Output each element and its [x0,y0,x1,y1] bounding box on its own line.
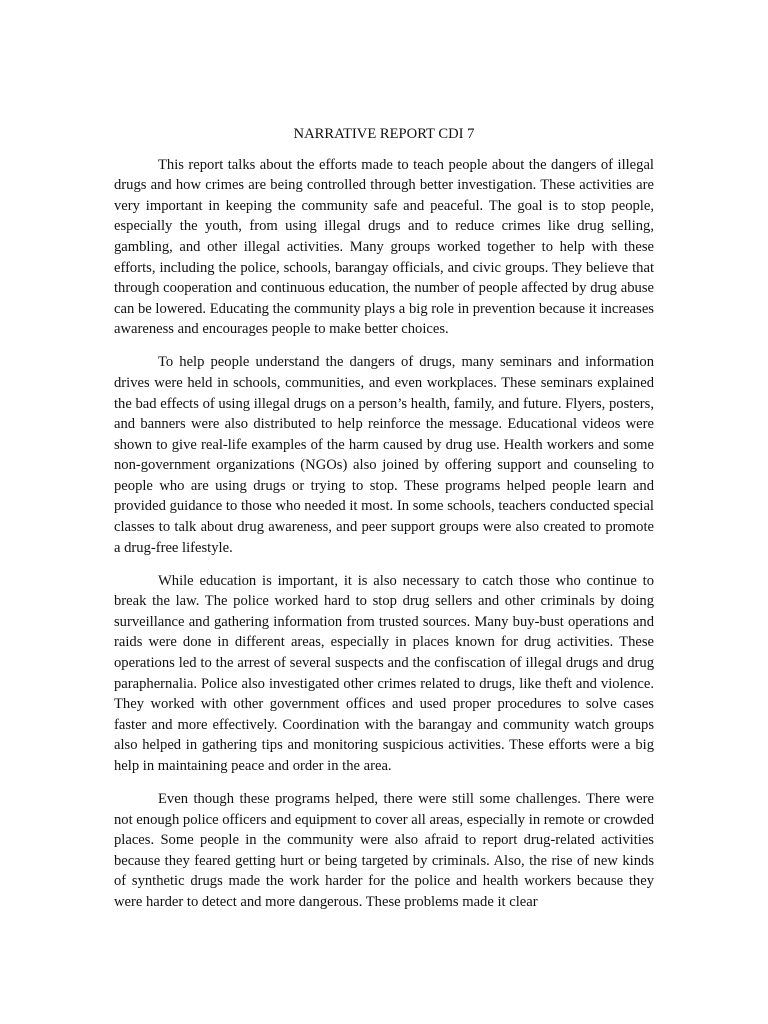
paragraph-intro: This report talks about the efforts made to teach people about the dangers of illegal drugs and how crimes are being controlled through better investigation. These activities are very important in keeping the community safe and peaceful. The goal is to stop people, especially the youth, from using illegal drugs and to reduce crimes like drug selling, gambling, and other illegal activities. Many groups worked together to help with these efforts, including the police, schools, barangay officials, and civic groups. They believe that through cooperation and continuous education, the number of people affected by drug abuse can be lowered. Educating the community plays a big role in prevention because it increases awareness and encourages people to make better choices. [114,156,654,338]
document-title: NARRATIVE REPORT CDI 7 [293,126,475,142]
paragraph-education: To help people understand the dangers of drugs, many seminars and information drives were held in schools, communities, and even workplaces. These seminars explained the bad effects of using illegal drugs on a person’s health, family, and future. Flyers, posters, and banners were also distributed to help reinforce the message. Educational videos were shown to give real-life examples of the harm caused by drug use. Health workers and some non-government organizations (NGOs) also joined by offering support and counseling to people who are using drugs or trying to stop. These programs helped people learn and provided guidance to those who needed it most. In some schools, teachers conducted special classes to talk about drug awareness, and peer support groups were also created to promote a drug-free lifestyle. [114,354,654,556]
paragraph-enforcement: While education is important, it is also necessary to catch those who continue to break the law. The police worked hard to stop drug sellers and other criminals by doing surveillance and gathering information from trusted sources. Many buy-bust operations and raids were done in different areas, especially in places known for drug activities. These operations led to the arrest of several suspects and the confiscation of illegal drugs and drug paraphernalia. Police also investigated other crimes related to drugs, like theft and violence. They worked with other government offices and used proper procedures to solve cases faster and more effectively. Coordination with the barangay and community watch groups also helped in gathering tips and monitoring suspicious activities. These efforts were a big help in maintaining peace and order in the area. [114,572,654,774]
paragraph-challenges: Even though these programs helped, there were still some challenges. There were not enough police officers and equipment to cover all areas, especially in remote or crowded places. Some people in the community were also afraid to report drug-related activities because they feared getting hurt or being targeted by criminals. Also, the rise of new kinds of synthetic drugs made the work harder for the police and health workers because they were harder to detect and more dangerous. These problems made it clear [114,790,654,910]
document-page [114,124,654,925]
